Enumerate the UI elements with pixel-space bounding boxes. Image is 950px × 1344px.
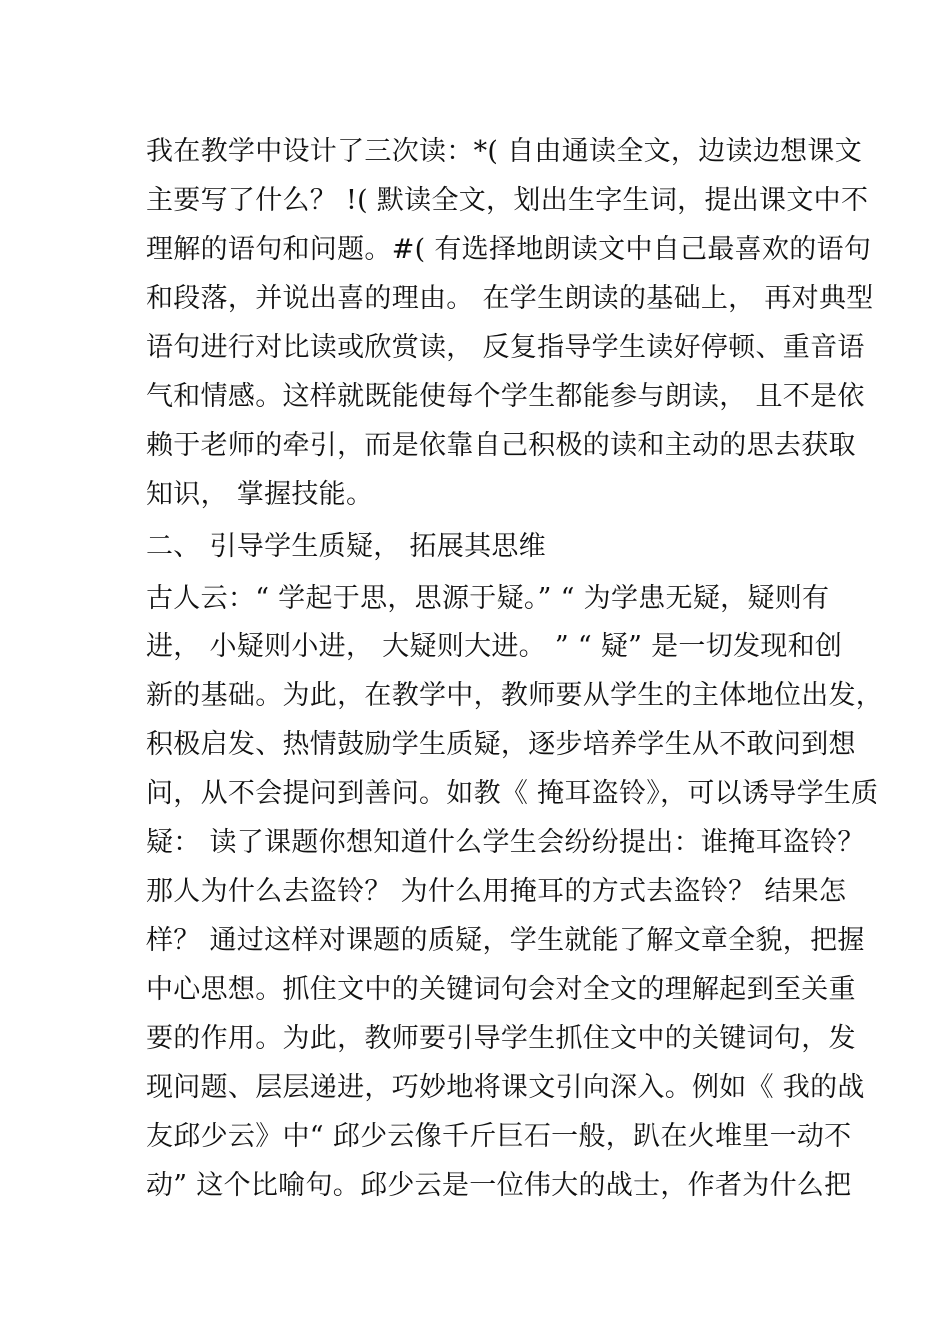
text-line: 新的基础。为此，在教学中，教师要从学生的主体地位出发， [146, 680, 884, 711]
text-line: 要的作用。为此，教师要引导学生抓住文中的关键词句，发 [146, 1023, 856, 1054]
text-line: 我在教学中设计了三次读：*( 自由通读全文，边读边想课文 [146, 136, 863, 167]
text-line: 和段落，并说出喜的理由。 在学生朗读的基础上， 再对典型 [146, 283, 874, 314]
text-line: 气和情感。这样就既能使每个学生都能参与朗读， 且不是依 [146, 381, 865, 412]
text-line: 疑： 读了课题你想知道什么学生会纷纷提出：谁掩耳盗铃？ [146, 827, 865, 858]
text-line: 主要写了什么？ !( 默读全文，划出生字生词，提出课文中不 [146, 185, 869, 216]
text-line: 理解的语句和问题。#( 有选择地朗读文中自己最喜欢的语句 [146, 234, 872, 265]
text-line: 知识， 掌握技能。 [146, 479, 374, 510]
text-line: 古人云：“ 学起于思，思源于疑。” “ 为学患无疑，疑则有 [146, 583, 830, 614]
text-line: 那人为什么去盗铃？ 为什么用掩耳的方式去盗铃？ 结果怎 [146, 876, 847, 907]
text-line: 动” 这个比喻句。邱少云是一位伟大的战士，作者为什么把 [146, 1170, 852, 1201]
text-line: 语句进行对比读或欣赏读， 反复指导学生读好停顿、重音语 [146, 332, 865, 363]
text-line: 现问题、层层递进，巧妙地将课文引向深入。例如《 我的战 [146, 1072, 865, 1103]
text-line: 赖于老师的牵引，而是依靠自己积极的读和主动的思去获取 [146, 430, 856, 461]
text-line: 积极启发、热情鼓励学生质疑，逐步培养学生从不敢问到想 [146, 729, 856, 760]
section-heading: 二、 引导学生质疑， 拓展其思维 [146, 531, 546, 562]
text-line: 进， 小疑则小进， 大疑则大进。 ” “ 疑” 是一切发现和创 [146, 631, 843, 662]
text-line: 中心思想。抓住文中的关键词句会对全文的理解起到至关重 [146, 974, 856, 1005]
text-line: 问，从不会提问到善问。如教《 掩耳盗铃》，可以诱导学生质 [146, 778, 879, 809]
text-line: 友邱少云》中“ 邱少云像千斤巨石一般，趴在火堆里一动不 [146, 1121, 852, 1152]
text-line: 样？ 通过这样对课题的质疑，学生就能了解文章全貌，把握 [146, 925, 865, 956]
